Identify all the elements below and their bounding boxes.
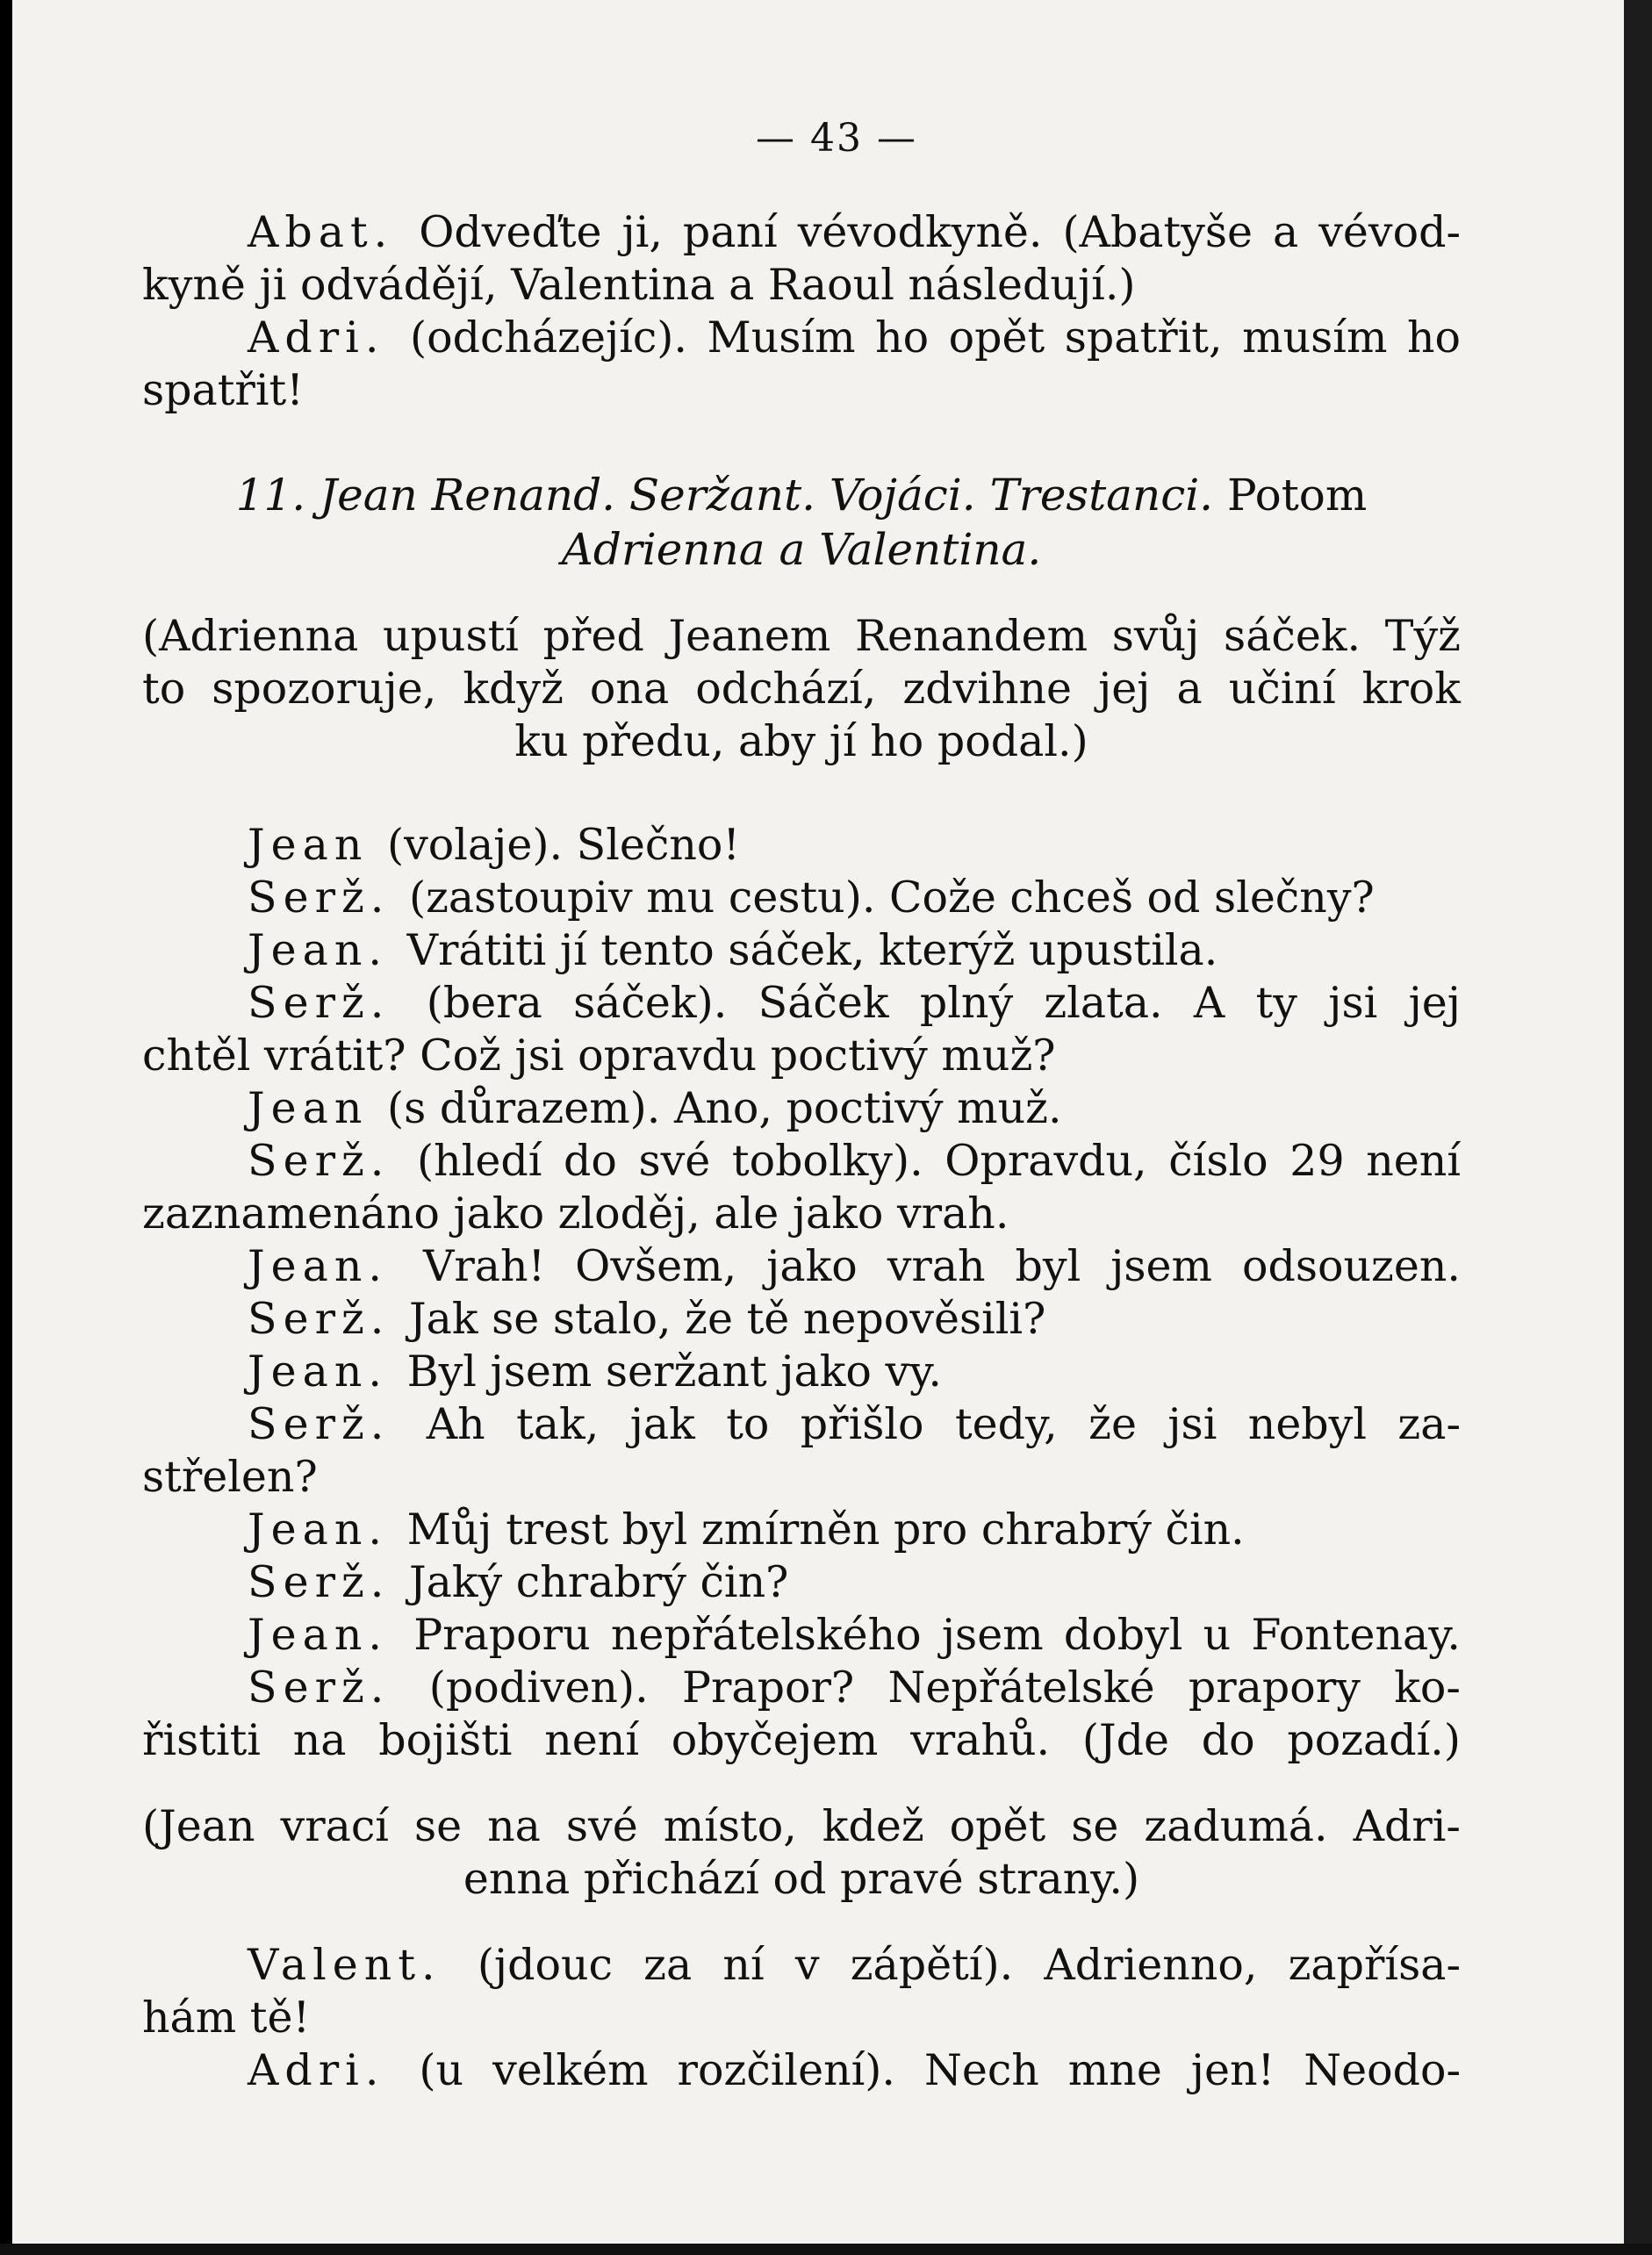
- dialogue-text: (hledí do své tobolky). Opravdu, číslo 29 není: [417, 1136, 1462, 1186]
- stage-direction: to spozoruje, když ona odchází, zdvihne jej a učiní krok: [142, 664, 1461, 714]
- dialogue-line: [142, 312, 1461, 364]
- speaker-name: Jean.: [248, 1241, 388, 1291]
- dialogue-line: [142, 1939, 1461, 1992]
- dialogue-text: (zastoupiv mu cestu). Cože chceš od slečny?: [408, 873, 1375, 923]
- dialogue-continuation: hám tě!: [142, 1993, 311, 2043]
- scene-number: 11.: [235, 470, 306, 521]
- speaker-name: Adri.: [248, 2045, 385, 2095]
- dialogue-line: [142, 1346, 1461, 1398]
- dialogue-text: Jaký chrabrý čin?: [408, 1557, 789, 1607]
- speaker-name: Serž.: [248, 978, 391, 1028]
- dialogue-line: [142, 819, 1461, 872]
- dialogue-continuation: řistiti na bojišti není obyčejem vrahů. (Jde do pozadí.): [142, 1715, 1461, 1765]
- speaker-name: Serž.: [248, 1294, 391, 1344]
- stage-direction: (Adrienna upustí před Jeanem Renandem svůj sáček. Týž: [142, 611, 1461, 661]
- dialogue-line: [142, 2044, 1461, 2097]
- dialogue-line: [142, 1662, 1461, 1714]
- dialogue-text: (odcházejíc). Musím ho opět spatřit, musím ho: [409, 312, 1462, 363]
- dialogue-line: [142, 1398, 1461, 1451]
- dialogue-text: Odveďte ji, paní vévodkyně. (Abatyše a vévod-: [419, 207, 1462, 257]
- scene-heading-line-2: [142, 522, 1461, 577]
- dialogue-line: [142, 1135, 1461, 1188]
- speaker-name: Jean.: [248, 1347, 388, 1397]
- dialogue-continuation: střelen?: [142, 1452, 318, 1502]
- bottom-page-edge: [0, 2244, 1652, 2255]
- dialogue-line: [142, 1504, 1461, 1556]
- speaker-name: Jean.: [248, 925, 388, 975]
- dialogue-line: [142, 206, 1461, 259]
- dialogue-text: Ah tak, jak to přišlo tedy, že jsi nebyl za-: [426, 1399, 1462, 1449]
- speaker-name: Jean: [248, 1083, 369, 1133]
- speaker-name: Abat.: [248, 207, 394, 257]
- scene-heading: [142, 468, 1461, 522]
- dialogue-text: (s důrazem). Ano, poctivý muž.: [387, 1083, 1062, 1133]
- dialogue-text: Můj trest byl zmírněn pro chrabrý čin.: [406, 1505, 1245, 1555]
- dialogue-text: Vrátiti jí tento sáček, kterýž upustila.: [406, 925, 1218, 975]
- dialogue-text: Praporu nepřátelského jsem dobyl u Fontenay.: [413, 1610, 1461, 1660]
- scene-characters-2: Adrienna a Valentina.: [561, 524, 1042, 575]
- dialogue-continuation: chtěl vrátit? Což jsi opravdu poctivý muž?: [142, 1031, 1056, 1081]
- speaker-name: Adri.: [248, 312, 385, 363]
- scene-characters: Jean Renand. Seržant. Vojáci. Trestanci.: [320, 470, 1214, 521]
- dialogue-text: (u velkém rozčilení). Nech mne jen! Neodo-: [419, 2045, 1462, 2095]
- page-text: [142, 116, 1461, 2097]
- dialogue-text: (volaje). Slečno!: [387, 820, 741, 870]
- scene-then: Potom: [1226, 470, 1368, 521]
- dialogue-line: [142, 872, 1461, 924]
- stage-direction: ku předu, aby jí ho podal.): [514, 716, 1088, 766]
- left-page-edge: [0, 0, 12, 2255]
- dialogue-line: [142, 924, 1461, 977]
- speaker-name: Serž.: [248, 1557, 391, 1607]
- dialogue-text: (podiven). Prapor? Nepřátelské prapory ko-: [428, 1663, 1461, 1713]
- speaker-name: Valent.: [248, 1940, 442, 1990]
- right-page-edge: [1624, 0, 1652, 2255]
- page-number: — 43 —: [756, 116, 917, 161]
- dialogue-text: Vrah! Ovšem, jako vrah byl jsem odsouzen.: [422, 1241, 1461, 1291]
- dialogue-line: [142, 1609, 1461, 1662]
- speaker-name: Jean: [248, 820, 369, 870]
- dialogue-continuation: zaznamenáno jako zloděj, ale jako vrah.: [142, 1189, 1009, 1239]
- stage-direction: enna přichází od pravé strany.): [463, 1854, 1140, 1904]
- speaker-name: Jean.: [248, 1505, 388, 1555]
- dialogue-text: (bera sáček). Sáček plný zlata. A ty jsi jej: [426, 978, 1461, 1028]
- dialogue-line: [142, 1082, 1461, 1135]
- speaker-name: Serž.: [248, 873, 391, 923]
- dialogue-text: (jdouc za ní v zápětí). Adrienno, zapřísa-: [477, 1940, 1462, 1990]
- dialogue-continuation: kyně ji odvádějí, Valentina a Raoul následují.): [142, 260, 1136, 310]
- dialogue-text: Jak se stalo, že tě nepověsili?: [408, 1294, 1046, 1344]
- dialogue-text: Byl jsem seržant jako vy.: [406, 1347, 942, 1397]
- speaker-name: Serž.: [248, 1136, 391, 1186]
- stage-direction: (Jean vrací se na své místo, kdež opět se zadumá. Adri-: [142, 1801, 1461, 1851]
- book-page: [12, 0, 1624, 2244]
- dialogue-line: [142, 1556, 1461, 1609]
- speaker-name: Serž.: [248, 1663, 391, 1713]
- dialogue-line: [142, 1240, 1461, 1293]
- dialogue-continuation: spatřit!: [142, 365, 304, 415]
- speaker-name: Serž.: [248, 1399, 391, 1449]
- dialogue-line: [142, 1293, 1461, 1346]
- dialogue-line: [142, 977, 1461, 1030]
- speaker-name: Jean.: [248, 1610, 388, 1660]
